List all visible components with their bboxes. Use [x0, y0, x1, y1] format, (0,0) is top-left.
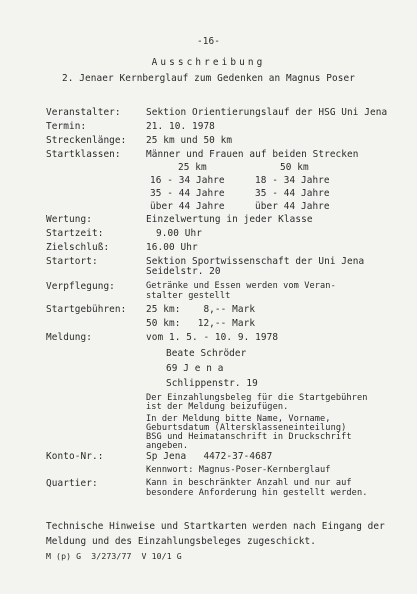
value-startort-line2: Seidelstr. 20	[146, 266, 221, 277]
label-zielschluss: Zielschluß:	[46, 242, 110, 253]
label-verpflegung: Verpflegung:	[46, 281, 115, 292]
class-col2-header: 50 km	[280, 162, 309, 173]
class-row-col2: 18 - 34 Jahre	[255, 175, 330, 186]
class-row-col1: 16 - 34 Jahre	[150, 175, 225, 186]
label-veranstalter: Veranstalter:	[46, 107, 121, 118]
label-konto: Konto-Nr.:	[46, 451, 104, 462]
print-code: M (p) G 3/273/77 V 10/1 G	[46, 551, 182, 561]
value-veranstalter: Sektion Orientierungslauf der HSG Uni Jena	[146, 107, 388, 118]
footer-line: Meldung und des Einzahlungsbeleges zugeschickt.	[46, 536, 316, 547]
address-street: Schlippenstr. 19	[166, 378, 258, 389]
class-col1-header: 25 km	[178, 162, 207, 173]
meldung-note1-line: ist der Meldung beizufügen.	[146, 402, 289, 412]
address-city: 69 J e n a	[166, 363, 224, 374]
label-startklassen: Startklassen:	[46, 149, 121, 160]
label-quartier: Quartier:	[46, 478, 98, 489]
label-startzeit: Startzeit:	[46, 228, 104, 239]
value-konto: Sp Jena 4472-37-4687	[146, 451, 273, 462]
label-streckenlaenge: Streckenlänge:	[46, 135, 127, 146]
meldung-note2-line: BSG und Heimatanschrift in Druckschrift	[146, 432, 352, 442]
value-zielschluss: 16.00 Uhr	[146, 242, 198, 253]
value-termin: 21. 10. 1978	[146, 121, 215, 132]
footer-line: Technische Hinweise und Startkarten werden nach Eingang der	[46, 521, 385, 532]
meldung-note2-line: In der Meldung bitte Name, Vorname,	[146, 414, 331, 424]
value-quartier-line2: besondere Anforderung hin gestellt werden.	[146, 488, 368, 498]
class-row-col1: über 44 Jahre	[150, 201, 225, 212]
class-row-col2: über 44 Jahre	[255, 201, 330, 212]
label-meldung: Meldung:	[46, 332, 92, 343]
value-startgebuehr-50: 50 km: 12,-- Mark	[146, 318, 256, 329]
label-startort: Startort:	[46, 256, 98, 267]
value-startgebuehr-25: 25 km: 8,-- Mark	[146, 304, 256, 315]
page-number: -16-	[197, 36, 220, 47]
value-quartier-line1: Kann in beschränkter Anzahl und nur auf	[146, 478, 352, 488]
value-verpflegung-line2: stalter gestellt	[146, 291, 231, 301]
value-startklassen: Männer und Frauen auf beiden Strecken	[146, 149, 359, 160]
subtitle: 2. Jenaer Kernberglauf zum Gedenken an Magnus Poser	[62, 73, 355, 84]
value-wertung: Einzelwertung in jeder Klasse	[146, 214, 313, 225]
address-name: Beate Schröder	[166, 348, 247, 359]
heading: Ausschreibung	[151, 57, 266, 68]
meldung-note2-line: angeben.	[146, 441, 189, 451]
label-termin: Termin:	[46, 121, 87, 132]
meldung-note2-line: Geburtsdatum (Altersklasseneinteilung)	[146, 423, 347, 433]
label-startgebuehren: Startgebühren:	[46, 304, 127, 315]
meldung-note1-line: Der Einzahlungsbeleg für die Startgebühren	[146, 393, 368, 403]
class-row-col1: 35 - 44 Jahre	[150, 188, 225, 199]
value-verpflegung-line1: Getränke und Essen werden vom Veran-	[146, 281, 336, 291]
value-startzeit: 9.00 Uhr	[156, 228, 202, 239]
value-meldung: vom 1. 5. - 10. 9. 1978	[146, 332, 279, 343]
value-startort-line1: Sektion Sportwissenschaft der Uni Jena	[146, 256, 365, 267]
label-wertung: Wertung:	[46, 214, 92, 225]
value-streckenlaenge: 25 km und 50 km	[146, 135, 233, 146]
value-kennwort: Kennwort: Magnus-Poser-Kernberglauf	[146, 465, 331, 475]
class-row-col2: 35 - 44 Jahre	[255, 188, 330, 199]
